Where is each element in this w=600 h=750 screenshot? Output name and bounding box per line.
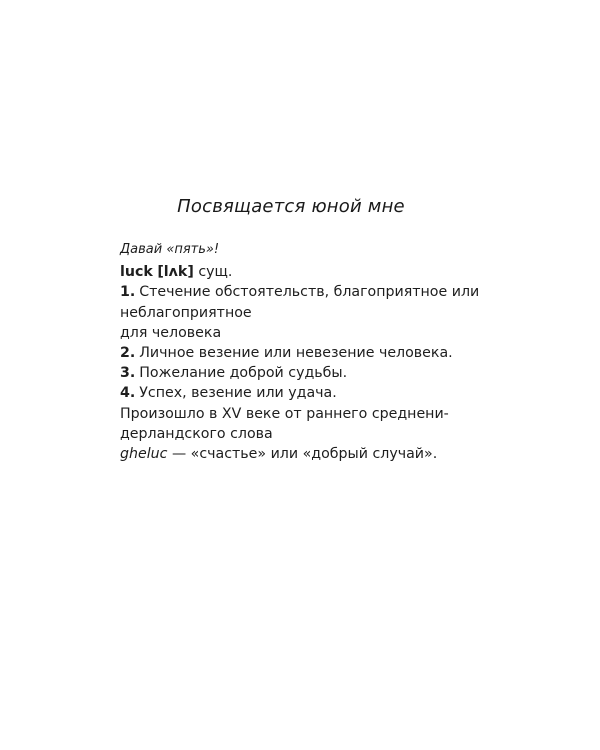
definition-text: Пожелание доброй судьбы.: [139, 365, 348, 382]
etymology-line-1: Произошло в XV веке от раннего среднени-: [120, 405, 449, 422]
definition-text: Успех, везение или удача.: [139, 385, 337, 402]
etymology-line-2: дерландского слова: [120, 425, 273, 442]
definition-number: 1.: [120, 284, 136, 301]
definition-text: Личное везение или невезение человека.: [139, 345, 453, 362]
definition-number: 2.: [120, 345, 136, 362]
definition-1-line-3: для человека: [120, 324, 222, 341]
entry-headline: [120, 262, 480, 282]
transcription: [lʌk]: [157, 264, 194, 281]
definition-number: 3.: [120, 365, 136, 382]
part-of-speech: сущ.: [198, 264, 233, 281]
definition-1-line-1: [120, 282, 480, 302]
source-gloss: — «счастье» или «добрый случай».: [167, 446, 438, 463]
dictionary-entry: [120, 240, 480, 464]
headword: luck: [120, 264, 153, 281]
definition-number: 4.: [120, 385, 136, 402]
epigraph: Давай «пять»!: [120, 242, 220, 257]
definition-2: [120, 343, 480, 363]
dedication-title: Посвящается юной мне: [177, 196, 405, 217]
definition-1-line-2: неблагоприятное: [120, 304, 252, 321]
source-word: gheluc: [120, 446, 168, 463]
definition-4: [120, 383, 480, 403]
definition-text: Стечение обстоятельств, благоприятное или: [139, 284, 480, 301]
definition-3: [120, 363, 480, 383]
etymology-line-3: [120, 444, 480, 464]
